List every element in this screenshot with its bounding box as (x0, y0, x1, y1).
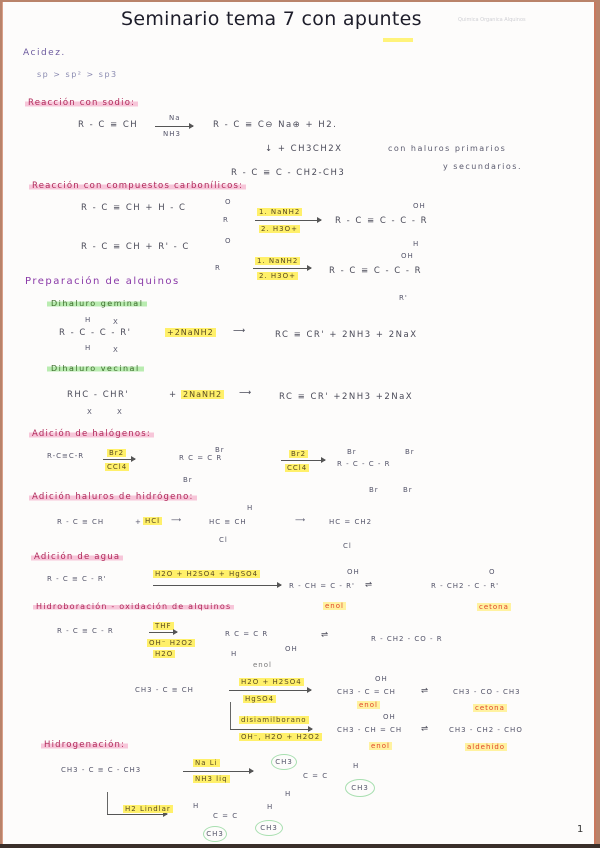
sodio-product: R - C ≡ C⊖ Na⊕ + H2. (213, 120, 338, 130)
vecinal-bottom-right: X (117, 408, 123, 416)
haluros-product: HC = CH2 (329, 518, 373, 526)
trans-ch3-b-circled: CH3 (345, 779, 375, 797)
agua-enol: R - CH = C - R' (289, 582, 355, 590)
cis-h-b: H (267, 803, 274, 811)
hidroboracion-enol-oh: OH (285, 645, 298, 653)
page-bottom-edge (0, 844, 600, 848)
reaction-arrow (103, 459, 135, 460)
reaction-arrow (229, 690, 311, 691)
vecinal-reagent: 2NaNH2 (183, 390, 223, 399)
vecinal-bottom-left: X (87, 408, 93, 416)
agua-reagent: H2O + H2SO4 + HgSO4 (155, 570, 259, 578)
vecinal-heading: Dihaluro vecinal (47, 364, 144, 373)
acidez-heading: Acidez. (23, 48, 66, 58)
r1-product-oh: OH (413, 202, 426, 210)
cis-core: C = C (213, 812, 239, 820)
example-reagent-bottom: HgSO4 (245, 695, 275, 703)
carbonilicos-r2-reactant: R - C ≡ CH + R' - C (81, 242, 190, 252)
carbonilicos-r1-reactant: R - C ≡ CH + H - C (81, 203, 187, 213)
carbonilicos-heading: Reacción con compuestos carbonílicos: (29, 181, 246, 191)
hidroboracion-reagent-mid: OH⁻ H2O2 (149, 639, 194, 647)
vecinal-plus: + (169, 390, 178, 400)
reaction-arrow (149, 632, 177, 633)
r2-product-r: R' (399, 294, 408, 302)
vecinal-reactant: RHC - CHR' (67, 390, 130, 400)
cis-ch3-a-circled: CH3 (203, 826, 227, 842)
haluros-plus: + (135, 518, 142, 526)
r1-step1: 1. NaNH2 (259, 208, 301, 216)
product-br-3: Br (369, 486, 379, 494)
example-ketone-label: cetona (475, 704, 505, 712)
hidroboracion-reagent-bottom: H2O (155, 650, 174, 658)
hidroboracion-enol-label: enol (253, 661, 272, 669)
agua-ketone-o: O (489, 568, 496, 576)
product-br-4: Br (403, 486, 413, 494)
r1-aldehyde-r: R (223, 216, 229, 224)
vecinal-product: RC ≡ CR' +2NH3 +2NaX (279, 392, 414, 402)
halogenos-intermediate: R C = C R (179, 454, 223, 462)
agua-heading: Adición de agua (31, 552, 123, 562)
geminal-arrow: ⟶ (233, 326, 247, 336)
hidroboracion-enol-h: H (231, 650, 238, 658)
hidroboracion-reagent-top: THF (155, 622, 172, 630)
halogenos-product: R - C - C - R (337, 460, 391, 468)
agua-ketone: R - CH2 - C - R' (431, 582, 500, 590)
sodio-final-product: R - C ≡ C - CH2-CH3 (231, 168, 346, 178)
example-eq1: ⇌ (421, 686, 430, 696)
hidrogenacion-branch-reagent: H2 Lindlar (125, 805, 171, 813)
hidrogenacion-reactant: CH3 - C ≡ C - CH3 (61, 766, 142, 774)
haluros-heading: Adición haluros de hidrógeno: (29, 492, 197, 502)
reaction-arrow (281, 460, 325, 461)
trans-ch3-a-circled: CH3 (271, 754, 297, 770)
r1-product: R - C ≡ C - C - R (335, 216, 429, 226)
geminal-bottom-left: H (85, 344, 92, 352)
preparacion-heading: Preparación de alquinos (25, 276, 180, 287)
r1-step2: 2. H3O+ (261, 225, 298, 233)
halogenos-reagent-bottom: CCl4 (107, 463, 128, 471)
branch-line (230, 702, 231, 730)
agua-enol-label: enol (325, 602, 344, 610)
hidroboracion-reactant: R - C ≡ C - R (57, 627, 114, 635)
haluros-reagent: HCl (145, 517, 161, 525)
hidrogenacion-reagent-top: Na Li (195, 759, 218, 767)
notebook-page (2, 2, 596, 844)
acidez-line: sp > sp² > sp3 (37, 70, 118, 79)
r2-step2: 2. H3O+ (259, 272, 296, 280)
yellow-mark (383, 38, 413, 42)
intermediate-br-top: Br (215, 446, 225, 454)
halogenos-reactant: R-C≡C-R (47, 452, 85, 460)
hidrogenacion-reagent-bottom: NH3 liq (195, 775, 228, 783)
reaction-arrow (253, 268, 311, 269)
hidroboracion-enol: R C = C R (225, 630, 269, 638)
example-reagent-top: H2O + H2SO4 (241, 678, 302, 686)
example-enol2-label: enol (371, 742, 390, 750)
reaction-arrow (153, 585, 281, 586)
trans-core: C = C (303, 772, 329, 780)
example-enol1-oh: OH (375, 675, 388, 683)
geminal-heading: Dihaluro geminal (47, 299, 147, 308)
reaction-arrow (255, 220, 321, 221)
hidrogenacion-heading: Hidrogenación: (41, 740, 128, 750)
geminal-top-left: H (85, 316, 92, 324)
halogenos-reagent-top: Br2 (109, 449, 125, 457)
geminal-reactant: R - C - C - R' (59, 328, 132, 338)
halogenos-reagent2-top: Br2 (291, 450, 307, 458)
r2-step1: 1. NaNH2 (257, 257, 299, 265)
cis-ch3-b-circled: CH3 (255, 820, 283, 836)
example-aldehyde-label: aldehído (467, 743, 506, 751)
r2-product: R - C ≡ C - C - R (329, 266, 423, 276)
branch-line (107, 792, 108, 814)
agua-reactant: R - C ≡ C - R' (47, 575, 107, 583)
example-reactant: CH3 - C ≡ CH (135, 686, 194, 694)
example-enol2: CH3 - CH = CH (337, 726, 403, 734)
agua-enol-oh: OH (347, 568, 360, 576)
trans-h-a: H (353, 762, 360, 770)
trans-h-b: H (285, 790, 292, 798)
example-branch-reagent-bottom: OH⁻, H2O + H2O2 (241, 733, 321, 741)
hidroboracion-product: R - CH2 - CO - R (371, 635, 443, 643)
haluros-arrow-1: ⟶ (171, 516, 183, 524)
halogenos-reagent2-bottom: CCl4 (287, 464, 308, 472)
haluros-arrow-2: ⟶ (295, 516, 307, 524)
vecinal-arrow: ⟶ (239, 388, 253, 398)
agua-ketone-label: cetona (479, 603, 509, 611)
example-ketone: CH3 - CO - CH3 (453, 688, 521, 696)
example-branch-reagent-top: disiamilborano (241, 716, 307, 724)
haluros-intermediate-cl: Cl (219, 536, 228, 544)
agua-equilibrium: ⇌ (365, 580, 374, 590)
sodio-reactant: R - C ≡ CH (78, 120, 139, 130)
example-enol1-label: enol (359, 701, 378, 709)
product-br-2: Br (405, 448, 415, 456)
sodio-step: ↓ + CH3CH2X (265, 144, 343, 154)
haluros-product-cl: Cl (343, 542, 352, 550)
sodio-reagent-top: Na (169, 114, 181, 122)
r2-ketone-r: R (215, 264, 221, 272)
r2-ketone-o: O (225, 237, 232, 245)
page-title: Seminario tema 7 con apuntes (121, 8, 422, 30)
example-enol2-oh: OH (383, 713, 396, 721)
reaction-arrow (183, 771, 253, 772)
geminal-top-right: X (113, 318, 119, 326)
geminal-reagent: +2NaNH2 (167, 328, 214, 337)
product-br-1: Br (347, 448, 357, 456)
haluros-h-label: H (247, 504, 254, 512)
r1-aldehyde-o: O (225, 198, 232, 206)
intermediate-br-bottom: Br (183, 476, 193, 484)
page-number: 1 (577, 824, 584, 835)
hidroboracion-equilibrium: ⇌ (321, 630, 330, 640)
geminal-bottom-right: X (113, 346, 119, 354)
example-enol1: CH3 - C = CH (337, 688, 396, 696)
halogenos-heading: Adición de halógenos: (29, 429, 154, 439)
example-aldehyde: CH3 - CH2 - CHO (449, 726, 523, 734)
geminal-product: RC ≡ CR' + 2NH3 + 2NaX (275, 330, 418, 340)
sodio-heading: Reacción con sodio: (25, 98, 138, 108)
reaction-arrow (107, 814, 167, 815)
haluros-intermediate: HC ≡ CH (209, 518, 247, 526)
r1-product-h: H (413, 240, 420, 248)
reaction-arrow (230, 729, 312, 730)
sodio-note-1: con haluros primarios (388, 144, 507, 153)
sodio-reagent-bottom: NH3 (163, 130, 181, 138)
r2-product-oh: OH (401, 252, 414, 260)
cis-h-a: H (193, 802, 200, 810)
faint-header-text: Quimica Organica Alquinos (458, 17, 526, 23)
haluros-reactant: R - C ≡ CH (57, 518, 105, 526)
sodio-note-2: y secundarios. (443, 162, 523, 171)
reaction-arrow (155, 126, 193, 127)
hidroboracion-heading: Hidroboración - oxidación de alquinos (33, 602, 234, 611)
example-eq2: ⇌ (421, 724, 430, 734)
